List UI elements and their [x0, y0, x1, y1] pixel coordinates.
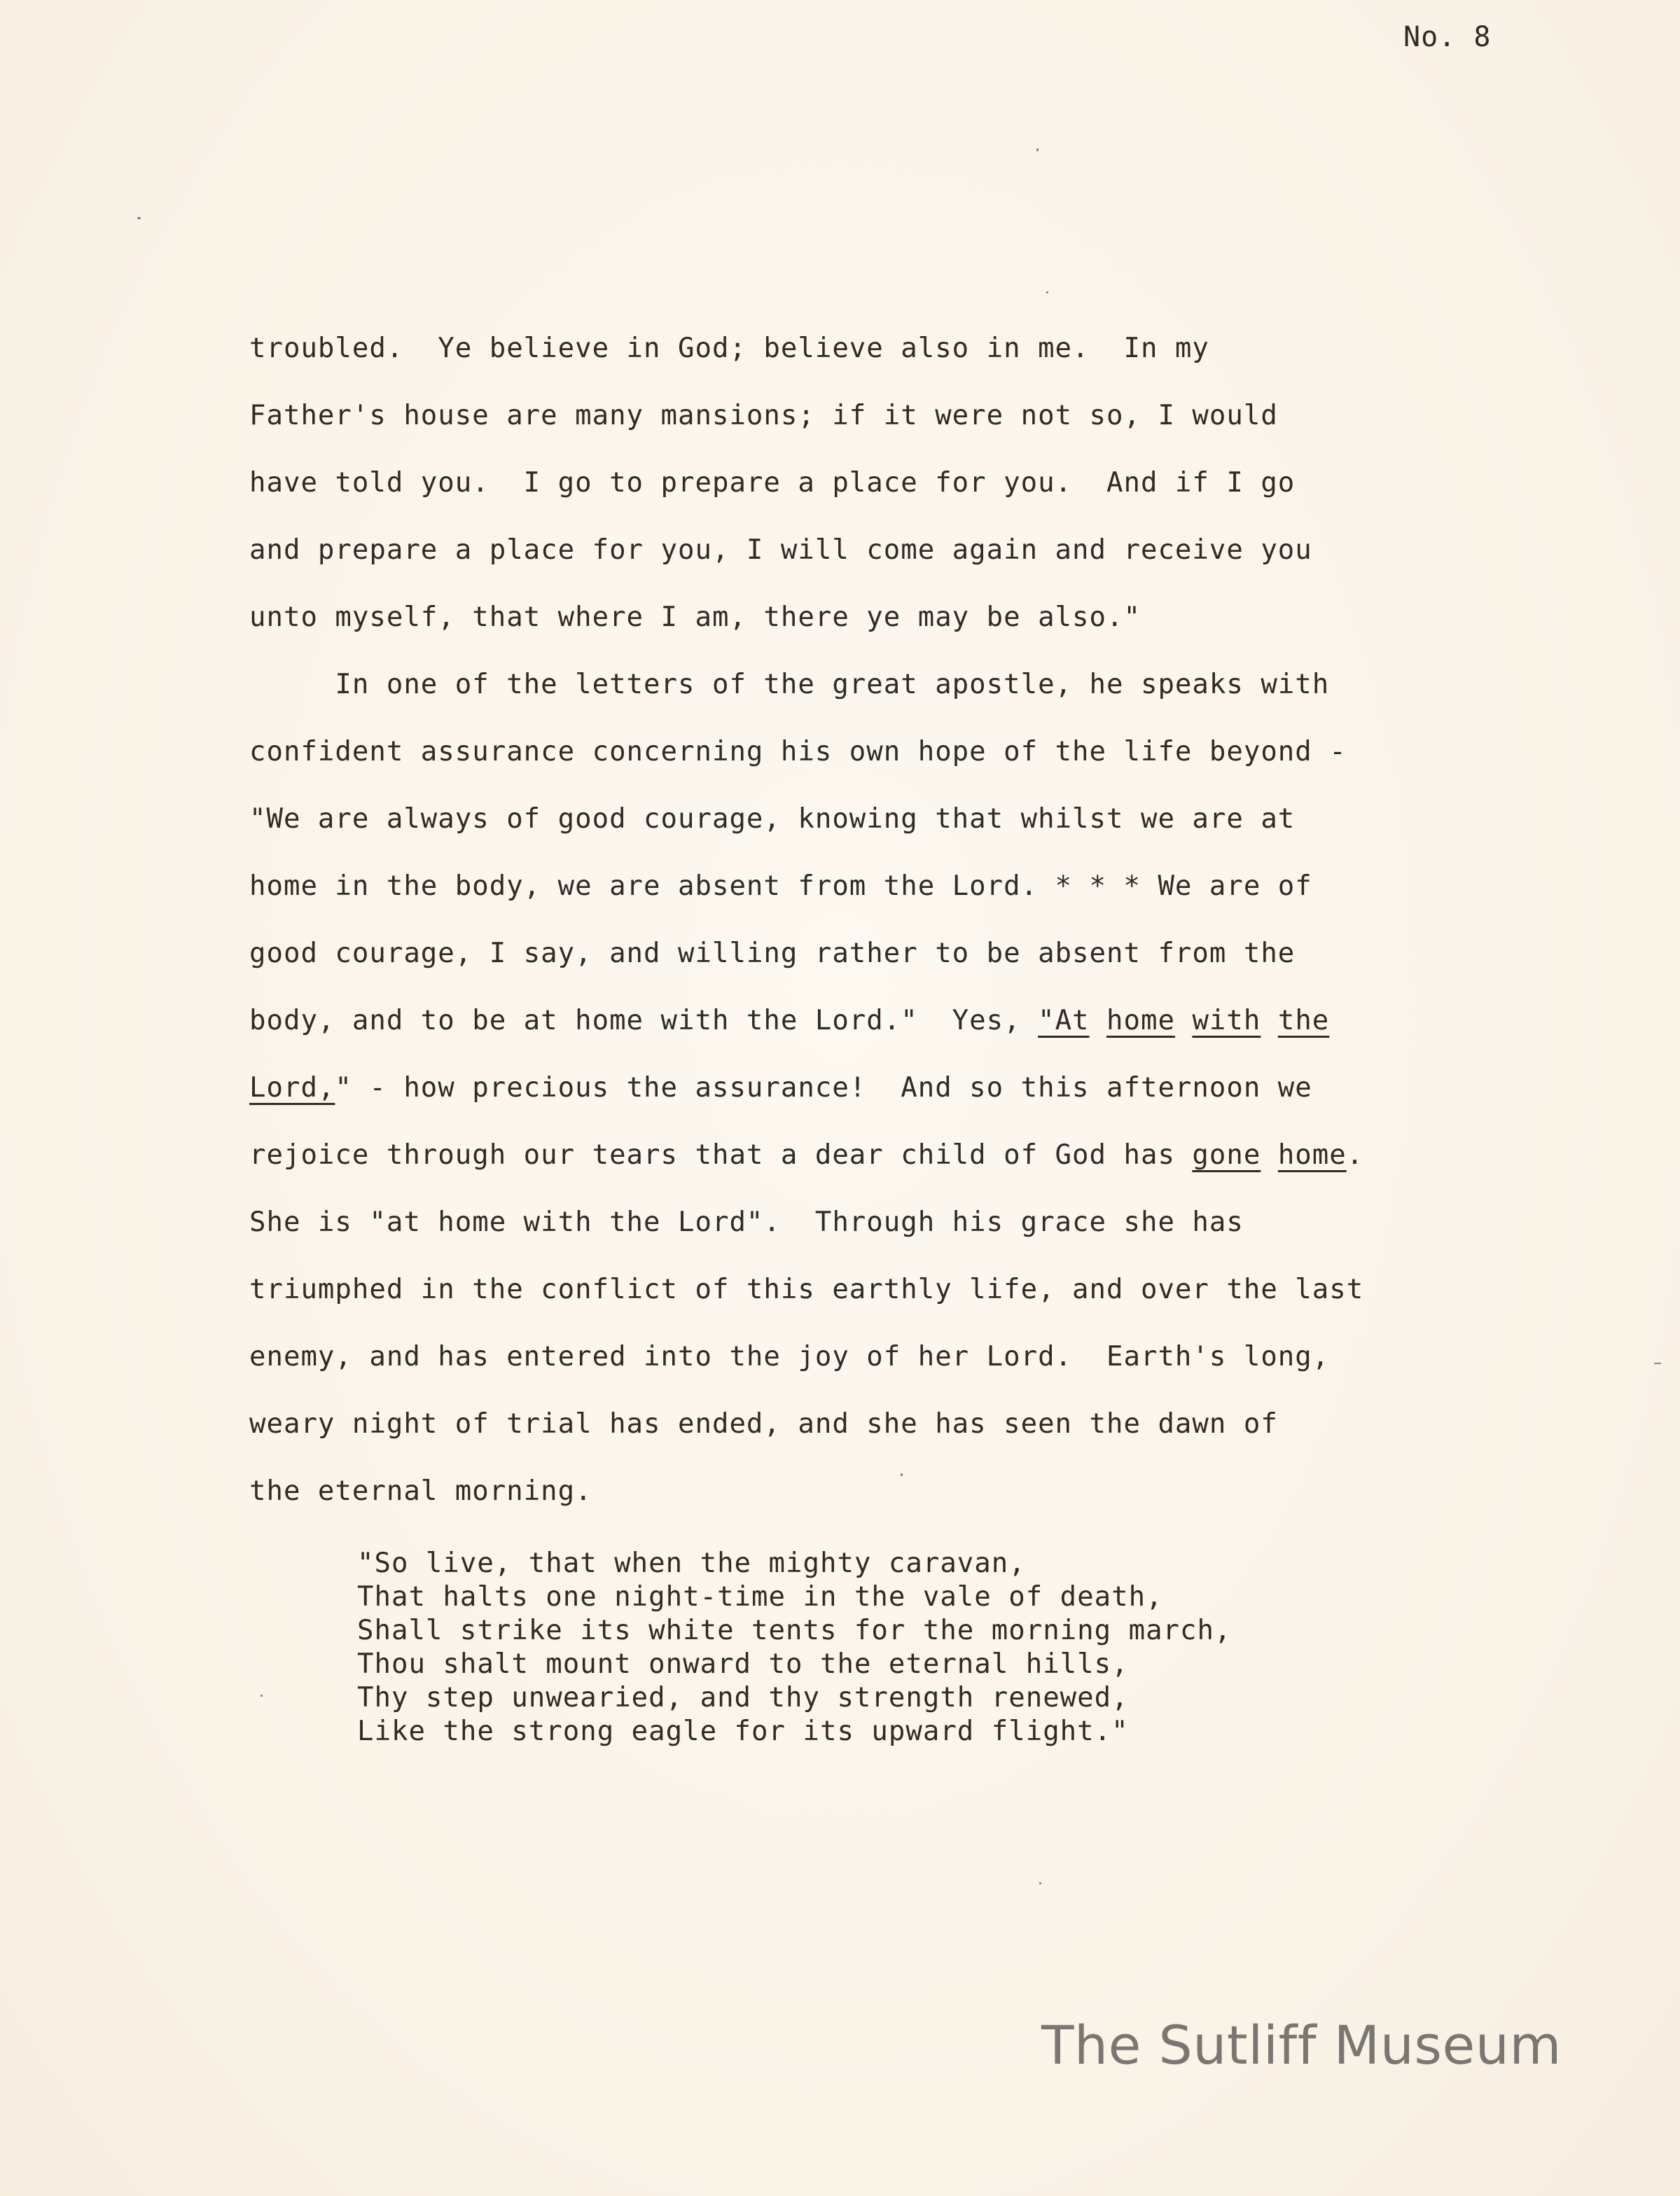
poem-line: Thou shalt mount onward to the eternal hills, [357, 1648, 1129, 1680]
body-line: weary night of trial has ended, and she has seen the dawn of [249, 1408, 1278, 1440]
underlined-word: home [1106, 1005, 1175, 1036]
body-line-with-underline [249, 1071, 1312, 1105]
body-line: unto myself, that where I am, there ye may be also." [249, 602, 1141, 633]
paper-speck [261, 1695, 263, 1697]
paper-speck [137, 217, 141, 219]
underlined-word: gone [1192, 1139, 1261, 1171]
poem-line: Shall strike its white tents for the morning march, [357, 1615, 1232, 1646]
poem-line: Thy step unwearied, and thy strength renewed, [357, 1682, 1129, 1714]
poem-line: That halts one night-time in the vale of death, [357, 1581, 1163, 1613]
body-line: troubled. Ye believe in God; believe also in me. In my [249, 333, 1209, 364]
body-line: and prepare a place for you, I will come again and receive you [249, 534, 1312, 566]
line-text: . [1346, 1139, 1364, 1171]
body-line: enemy, and has entered into the joy of her Lord. Earth's long, [249, 1341, 1330, 1372]
body-line: "We are always of good courage, knowing that whilst we are at [249, 803, 1296, 835]
body-line: have told you. I go to prepare a place for you. And if I go [249, 467, 1296, 499]
paper-speck [1036, 148, 1039, 151]
body-line: home in the body, we are absent from the Lord. * * * We are of [249, 870, 1312, 902]
body-line: In one of the letters of the great apostle, he speaks with [249, 669, 1330, 700]
underlined-word: home [1277, 1139, 1347, 1171]
museum-watermark: The Sutliff Museum [1041, 2014, 1562, 2076]
body-line: the eternal morning. [249, 1475, 592, 1507]
body-line: She is "at home with the Lord". Through his grace she has [249, 1207, 1244, 1238]
line-text: body, and to be at home with the Lord." Yes, [249, 1005, 1021, 1036]
underlined-word: with [1192, 1005, 1261, 1036]
line-text: rejoice through our tears that a dear child of God has [249, 1139, 1175, 1171]
underlined-word: "At [1038, 1005, 1090, 1036]
paper-speck [1046, 291, 1048, 293]
body-line: confident assurance concerning his own hope of the life beyond - [249, 736, 1347, 767]
body-line: good courage, I say, and willing rather to be absent from the [249, 938, 1296, 969]
paper-speck [1654, 1363, 1661, 1364]
body-line: triumphed in the conflict of this earthly life, and over the last [249, 1274, 1364, 1305]
page-number: No. 8 [1403, 21, 1492, 53]
poem-line: "So live, that when the mighty caravan, [357, 1548, 1026, 1579]
poem-line: Like the strong eagle for its upward flight." [357, 1716, 1129, 1747]
body-line-with-underline [249, 1139, 1363, 1172]
underlined-word: Lord, [249, 1072, 335, 1104]
paper-speck [901, 1473, 903, 1476]
line-text: " - how precious the assurance! And so this afternoon we [335, 1072, 1312, 1104]
paper-speck [1039, 1882, 1041, 1884]
underlined-word: the [1277, 1005, 1330, 1036]
body-line-with-underline [249, 1004, 1329, 1038]
body-line: Father's house are many mansions; if it were not so, I would [249, 400, 1278, 431]
